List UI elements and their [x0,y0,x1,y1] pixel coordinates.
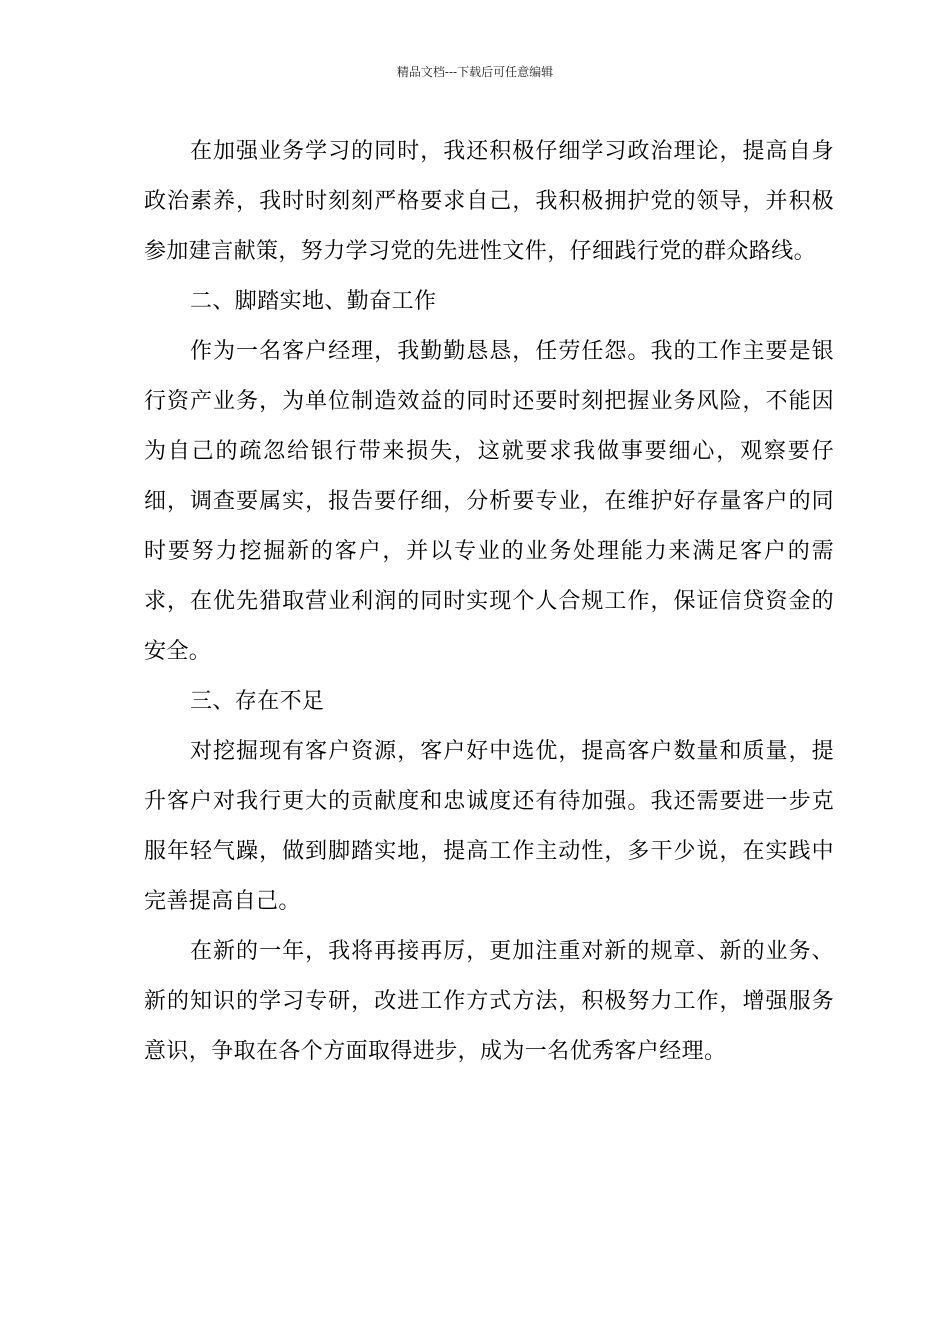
section-heading-shortcomings: 三、存在不足 [190,689,325,714]
paragraph-work-duties: 作为一名客户经理，我勤勤恳恳，任劳任怨。我的工作主要是银行资产业务，为单位制造效益的同时还要时刻把握业务风险，不能因为自己的疏忽给银行带来损失，这就要求我做事要细心，观察要仔细，调查要属实，报告要仔细，分析要专业，在维护好存量客户的同时要努力挖掘新的客户，并以专业的业务处理能力来满足客户的需求，在优先猎取营业利润的同时实现个人合规工作，保证信贷资金的安全。 [144,339,834,664]
section-heading-work: 二、脚踏实地、勤奋工作 [190,289,437,314]
paragraph-shortcomings: 对挖掘现有客户资源，客户好中选优，提高客户数量和质量，提升客户对我行更大的贡献度和忠诚度还有待加强。我还需要进一步克服年轻气躁，做到脚踏实地，提高工作主动性，多干少说，在实践中完善提高自己。 [144,739,834,914]
document-body [144,127,834,1077]
paragraph-new-year-plan: 在新的一年，我将再接再厉，更加注重对新的规章、新的业务、新的知识的学习专研，改进工作方式方法，积极努力工作，增强服务意识，争取在各个方面取得进步，成为一名优秀客户经理。 [144,939,834,1064]
page-header: 精品文档---下载后可任意编辑 [396,65,554,79]
paragraph-political-study: 在加强业务学习的同时，我还积极仔细学习政治理论，提高自身政治素养，我时时刻刻严格要求自己，我积极拥护党的领导，并积极参加建言献策，努力学习党的先进性文件，仔细践行党的群众路线。 [144,139,834,264]
